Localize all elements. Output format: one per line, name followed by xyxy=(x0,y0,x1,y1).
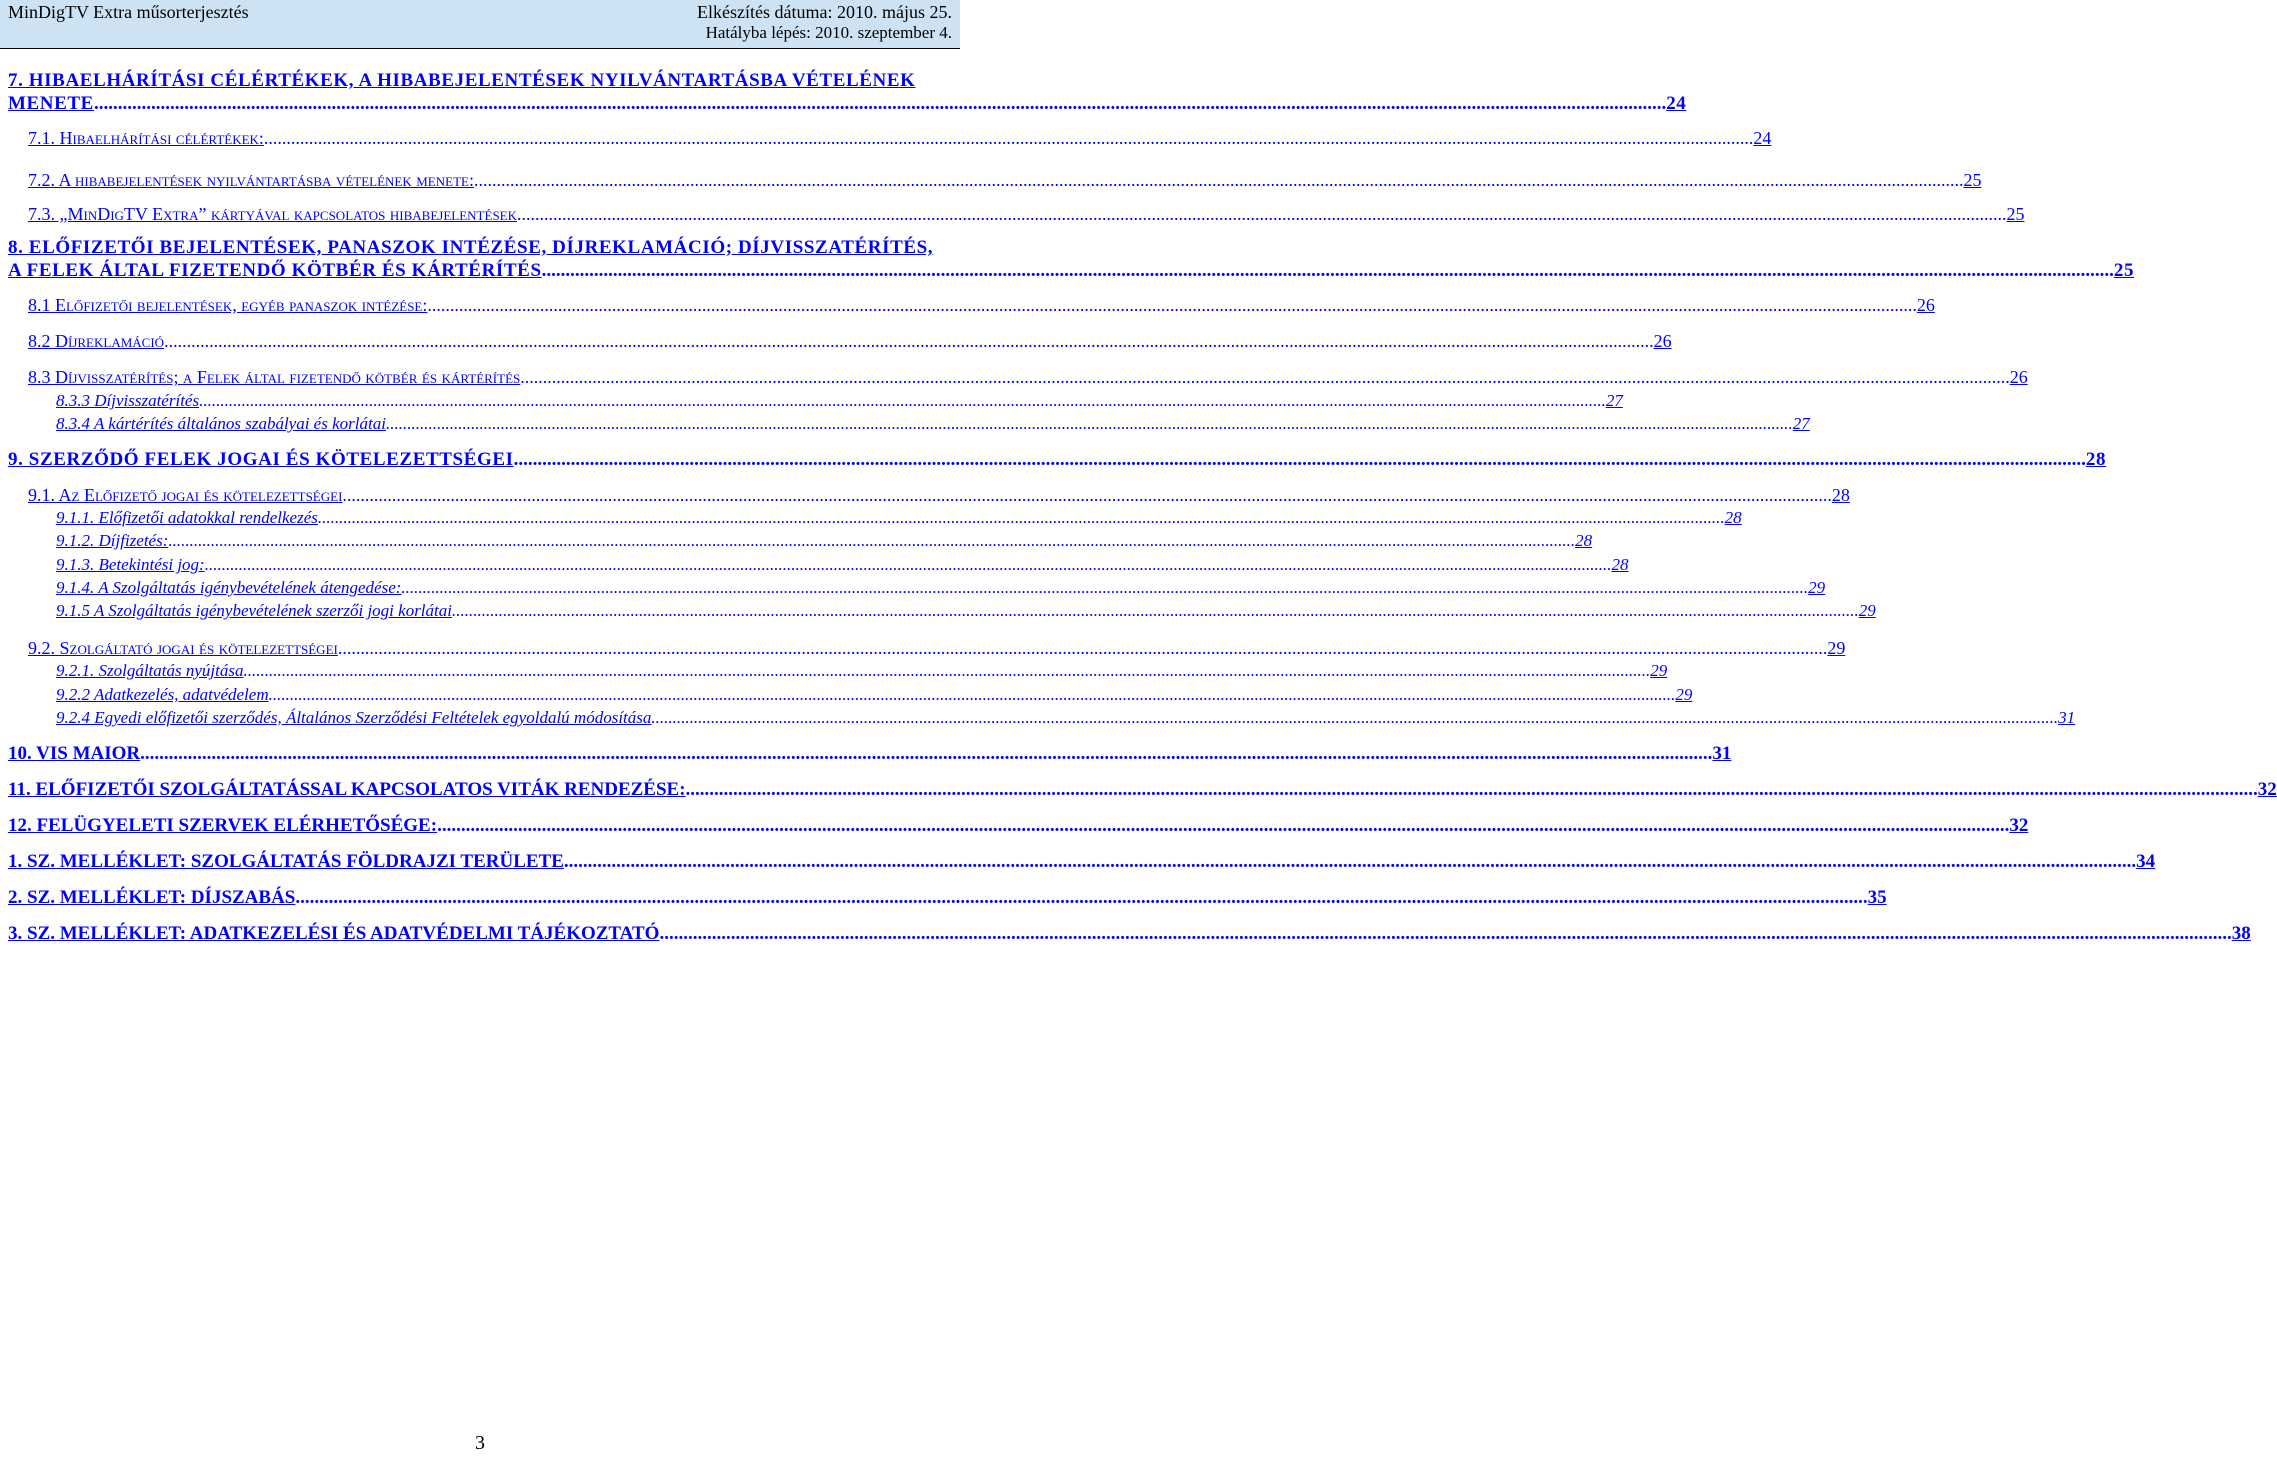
toc-leader xyxy=(659,923,2231,945)
toc-entry-annex-1-title[interactable]: 1. SZ. MELLÉKLET: SZOLGÁLTATÁS FÖLDRAJZI TERÜLETE xyxy=(8,851,564,872)
toc-entry-9-2-2-title[interactable]: 9.2.2 Adatkezelés, adatvédelem xyxy=(56,685,269,704)
toc-entry-9-title[interactable]: 9. SZERZŐDŐ FELEK JOGAI ÉS KÖTELEZETTSÉGEI xyxy=(8,449,514,470)
toc-entry-annex-2-title[interactable]: 2. SZ. MELLÉKLET: DÍJSZABÁS xyxy=(8,887,296,908)
toc-entry-9-1-1-title[interactable]: 9.1.1. Előfizetői adatokkal rendelkezés xyxy=(56,508,318,527)
toc-entry-12-title[interactable]: 12. FELÜGYELETI SZERVEK ELÉRHETŐSÉGE: xyxy=(8,815,438,836)
toc-leader xyxy=(264,128,1754,149)
toc-entry-8-1-title[interactable]: 8.1 Előfizetői bejelentések, egyéb panaszok intézése: xyxy=(28,295,428,315)
toc-entry-annex-2-page[interactable]: 35 xyxy=(1867,887,1887,908)
toc-entry-7-3-page[interactable]: 25 xyxy=(2006,204,2025,224)
toc-entry-9-1-page[interactable]: 28 xyxy=(1831,485,1850,505)
toc-leader xyxy=(514,449,2086,471)
toc-entry-9-1-5-page[interactable]: 29 xyxy=(1858,601,1876,620)
toc-entry-9-1-5-title[interactable]: 9.1.5 A Szolgáltatás igénybevételének szerzői jogi korlátai xyxy=(56,601,452,620)
toc-entry-8-2-title[interactable]: 8.2 Díjreklamáció xyxy=(28,331,165,351)
toc-leader xyxy=(686,779,2258,801)
toc-leader xyxy=(427,295,1917,316)
toc-entry-9-2-1-title[interactable]: 9.2.1. Szolgáltatás nyújtása xyxy=(56,661,244,680)
toc-entry-annex-3-page[interactable]: 38 xyxy=(2231,923,2251,944)
toc-entry-9-2-1-page[interactable]: 29 xyxy=(1650,661,1668,680)
effective-date: Hatályba lépés: 2010. szeptember 4. xyxy=(705,23,952,42)
toc-entry-10-title[interactable]: 10. VIS MAIOR xyxy=(8,743,141,764)
page-number: 3 xyxy=(475,1432,485,1454)
toc-leader xyxy=(295,887,1867,909)
toc-entry-9-1-3-page[interactable]: 28 xyxy=(1611,555,1629,574)
toc-leader xyxy=(342,485,1832,506)
toc-leader xyxy=(520,367,2010,388)
toc-entry-7-title-line2[interactable]: MENETE xyxy=(8,93,94,114)
toc-leader xyxy=(168,531,1575,551)
toc-entry-8-3-4-page[interactable]: 27 xyxy=(1792,414,1810,433)
page-header xyxy=(0,0,960,49)
toc-entry-9-1-4-page[interactable]: 29 xyxy=(1808,578,1826,597)
toc-entry-annex-1-page[interactable]: 34 xyxy=(2136,851,2156,872)
toc-entry-8-2-page[interactable]: 26 xyxy=(1653,331,1672,351)
toc-leader xyxy=(269,685,1676,705)
toc-entry-9-page[interactable]: 28 xyxy=(2085,449,2107,470)
toc-entry-annex-3-title[interactable]: 3. SZ. MELLÉKLET: ADATKEZELÉSI ÉS ADATVÉDELMI TÁJÉKOZTATÓ xyxy=(8,923,660,944)
toc-leader xyxy=(140,743,1712,765)
creation-date: Elkészítés dátuma: 2010. május 25. xyxy=(697,2,952,22)
toc-leader xyxy=(318,508,1725,528)
toc-leader xyxy=(474,170,1964,191)
toc-leader xyxy=(401,578,1808,598)
toc-entry-7-title-line1[interactable]: 7. HIBAELHÁRÍTÁSI CÉLÉRTÉKEK, A HIBABEJELENTÉSEK NYILVÁNTARTÁSBA VÉTELÉNEK xyxy=(8,70,916,91)
toc-leader xyxy=(199,391,1606,411)
toc-leader xyxy=(542,260,2114,282)
toc-entry-8-title-line2[interactable]: A FELEK ÁLTAL FIZETENDŐ KÖTBÉR ÉS KÁRTÉRÍTÉS xyxy=(8,260,542,281)
toc-entry-10-page[interactable]: 31 xyxy=(1712,743,1732,764)
toc-entry-12-page[interactable]: 32 xyxy=(2009,815,2029,836)
toc-leader xyxy=(243,661,1650,681)
toc-leader xyxy=(517,204,2007,225)
toc-leader xyxy=(437,815,2009,837)
toc-leader xyxy=(651,708,2058,728)
toc-entry-7-2-title[interactable]: 7.2. A hibabejelentések nyilvántartásba vételének menete: xyxy=(28,170,474,190)
toc-entry-11-page[interactable]: 32 xyxy=(2257,779,2277,800)
toc-entry-9-1-title[interactable]: 9.1. Az Előfizető jogai és kötelezettségei xyxy=(28,485,343,505)
toc-entry-9-2-2-page[interactable]: 29 xyxy=(1675,685,1693,704)
toc-entry-7-1-page[interactable]: 24 xyxy=(1753,128,1772,148)
toc-entry-9-1-3-title[interactable]: 9.1.3. Betekintési jog: xyxy=(56,555,205,574)
document-title: MinDigTV Extra műsorterjesztés xyxy=(8,2,249,22)
toc-entry-9-1-2-title[interactable]: 9.1.2. Díjfizetés: xyxy=(56,531,169,550)
toc-entry-7-1-title[interactable]: 7.1. Hibaelhárítási célértékek: xyxy=(28,128,264,148)
toc-entry-8-1-page[interactable]: 26 xyxy=(1916,295,1935,315)
toc-entry-7-3-title[interactable]: 7.3. „MinDigTV Extra” kártyával kapcsolatos hibabejelentések xyxy=(28,204,518,224)
toc-leader xyxy=(338,638,1828,659)
toc-entry-8-3-4-title[interactable]: 8.3.4 A kártérítés általános szabályai és korlátai xyxy=(56,414,386,433)
toc-leader xyxy=(564,851,2136,873)
toc-entry-9-1-2-page[interactable]: 28 xyxy=(1575,531,1593,550)
toc-entry-7-2-page[interactable]: 25 xyxy=(1963,170,1982,190)
toc-entry-8-page[interactable]: 25 xyxy=(2113,260,2135,281)
toc-leader xyxy=(452,601,1859,621)
toc-entry-9-1-1-page[interactable]: 28 xyxy=(1724,508,1742,527)
toc-entry-9-2-4-page[interactable]: 31 xyxy=(2058,708,2076,727)
toc-leader xyxy=(386,414,1793,434)
toc-entry-11-title[interactable]: 11. ELŐFIZETŐI SZOLGÁLTATÁSSAL KAPCSOLATOS VITÁK RENDEZÉSE: xyxy=(8,779,686,800)
toc-entry-8-3-3-title[interactable]: 8.3.3 Díjvisszatérítés xyxy=(56,391,200,410)
toc-entry-8-3-3-page[interactable]: 27 xyxy=(1605,391,1623,410)
toc-entry-7-page[interactable]: 24 xyxy=(1666,93,1687,114)
toc-leader xyxy=(164,331,1654,352)
toc-entry-9-2-title[interactable]: 9.2. Szolgáltató jogai és kötelezettségei xyxy=(28,638,338,658)
toc-entry-8-3-page[interactable]: 26 xyxy=(2009,367,2028,387)
toc-entry-9-2-page[interactable]: 29 xyxy=(1827,638,1846,658)
toc-entry-8-title-line1[interactable]: 8. ELŐFIZETŐI BEJELENTÉSEK, PANASZOK INTÉZÉSE, DÍJREKLAMÁCIÓ; DÍJVISSZATÉRÍTÉS, xyxy=(8,237,934,258)
toc-entry-9-1-4-title[interactable]: 9.1.4. A Szolgáltatás igénybevételének átengedése: xyxy=(56,578,402,597)
toc-leader xyxy=(94,93,1666,115)
toc-leader xyxy=(205,555,1612,575)
toc-entry-9-2-4-title[interactable]: 9.2.4 Egyedi előfizetői szerződés, Általános Szerződési Feltételek egyoldalú módosítása xyxy=(56,708,652,727)
toc-entry-8-3-title[interactable]: 8.3 Díjvisszatérítés; a Felek által fizetendő kötbér és kártérítés xyxy=(28,367,521,387)
